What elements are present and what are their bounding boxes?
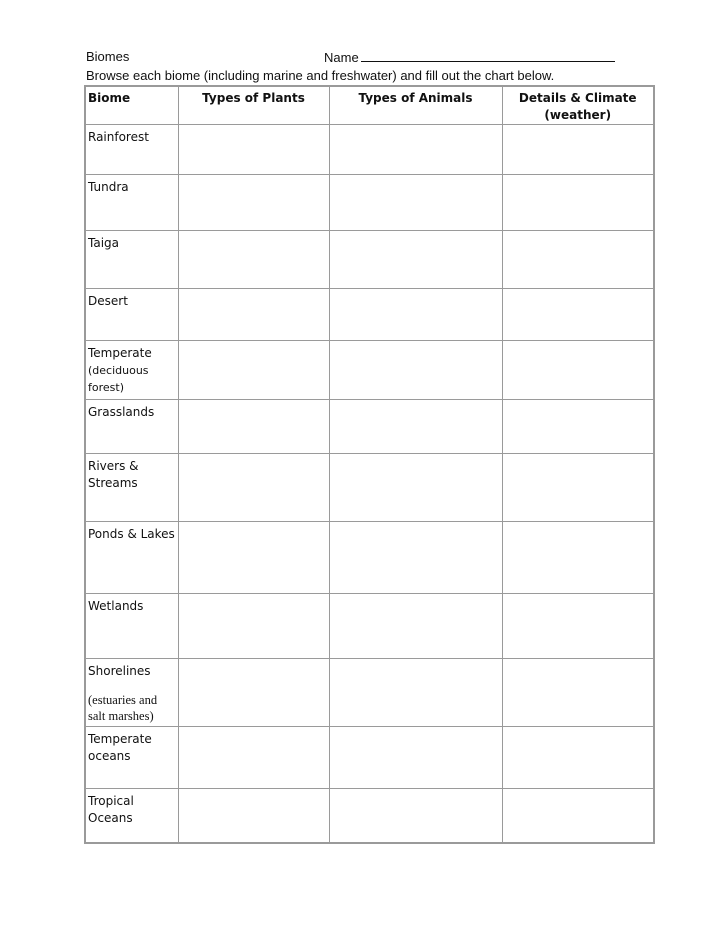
animals-cell[interactable] [329, 341, 502, 400]
details-cell[interactable] [502, 175, 654, 231]
biome-cell: Wetlands [85, 594, 178, 659]
details-cell[interactable] [502, 454, 654, 522]
name-blank-line[interactable] [361, 49, 615, 62]
biome-cell: Taiga [85, 231, 178, 289]
table-row [85, 789, 654, 843]
biome-cell: Rainforest [85, 125, 178, 175]
biome-cell [85, 454, 178, 522]
plants-cell[interactable] [178, 454, 329, 522]
table-row [85, 341, 654, 400]
animals-cell[interactable] [329, 727, 502, 789]
page-title: Biomes [86, 49, 130, 64]
table-row [85, 594, 654, 659]
table-row [85, 659, 654, 727]
details-cell[interactable] [502, 125, 654, 175]
details-cell[interactable] [502, 400, 654, 454]
column-header-animals: Types of Animals [329, 86, 502, 125]
biome-cell [85, 659, 178, 727]
biome-label: Temperate [88, 346, 152, 360]
animals-cell[interactable] [329, 231, 502, 289]
biome-sublabel: (deciduous [88, 364, 149, 377]
animals-cell[interactable] [329, 522, 502, 594]
animals-cell[interactable] [329, 289, 502, 341]
biome-label: Shorelines [88, 664, 151, 678]
table-row [85, 175, 654, 231]
plants-cell[interactable] [178, 727, 329, 789]
biome-cell: Desert [85, 289, 178, 341]
animals-cell[interactable] [329, 789, 502, 843]
biome-cell: Tundra [85, 175, 178, 231]
biome-label-line2: oceans [88, 749, 131, 763]
column-header-biome: Biome [85, 86, 178, 125]
column-header-plants: Types of Plants [178, 86, 329, 125]
plants-cell[interactable] [178, 341, 329, 400]
details-cell[interactable] [502, 341, 654, 400]
weather-label: (weather) [544, 108, 612, 122]
biome-chart [84, 85, 655, 844]
instructions: Browse each biome (including marine and freshwater) and fill out the chart below. [86, 68, 555, 83]
plants-cell[interactable] [178, 522, 329, 594]
biome-label-line2: Streams [88, 476, 138, 490]
details-cell[interactable] [502, 789, 654, 843]
biome-label-line2: Oceans [88, 811, 133, 825]
header-row [85, 86, 654, 125]
plants-cell[interactable] [178, 289, 329, 341]
biome-sublabel: (estuaries and [88, 693, 158, 707]
biome-sublabel: forest) [88, 381, 124, 394]
plants-cell[interactable] [178, 231, 329, 289]
biome-cell [85, 789, 178, 843]
plants-cell[interactable] [178, 400, 329, 454]
details-cell[interactable] [502, 727, 654, 789]
details-cell[interactable] [502, 289, 654, 341]
biome-cell: Ponds & Lakes [85, 522, 178, 594]
plants-cell[interactable] [178, 659, 329, 727]
biome-cell: Grasslands [85, 400, 178, 454]
biome-sublabel: salt marshes) [88, 709, 154, 723]
biome-cell [85, 341, 178, 400]
plants-cell[interactable] [178, 789, 329, 843]
name-label: Name [324, 50, 359, 65]
details-cell[interactable] [502, 594, 654, 659]
animals-cell[interactable] [329, 400, 502, 454]
column-header-details [502, 86, 654, 125]
table-row [85, 522, 654, 594]
animals-cell[interactable] [329, 659, 502, 727]
animals-cell[interactable] [329, 125, 502, 175]
details-label: Details & Climate [518, 91, 637, 105]
biome-label: Temperate [88, 732, 152, 746]
table-row [85, 454, 654, 522]
table-row [85, 231, 654, 289]
details-cell[interactable] [502, 231, 654, 289]
table-row [85, 125, 654, 175]
details-cell[interactable] [502, 522, 654, 594]
table-row [85, 400, 654, 454]
biome-cell [85, 727, 178, 789]
details-cell[interactable] [502, 659, 654, 727]
table-row [85, 727, 654, 789]
plants-cell[interactable] [178, 125, 329, 175]
biome-label: Tropical [88, 794, 134, 808]
animals-cell[interactable] [329, 175, 502, 231]
table-row [85, 289, 654, 341]
animals-cell[interactable] [329, 594, 502, 659]
plants-cell[interactable] [178, 175, 329, 231]
name-field[interactable] [324, 49, 615, 65]
biome-label: Rivers & [88, 459, 139, 473]
animals-cell[interactable] [329, 454, 502, 522]
plants-cell[interactable] [178, 594, 329, 659]
